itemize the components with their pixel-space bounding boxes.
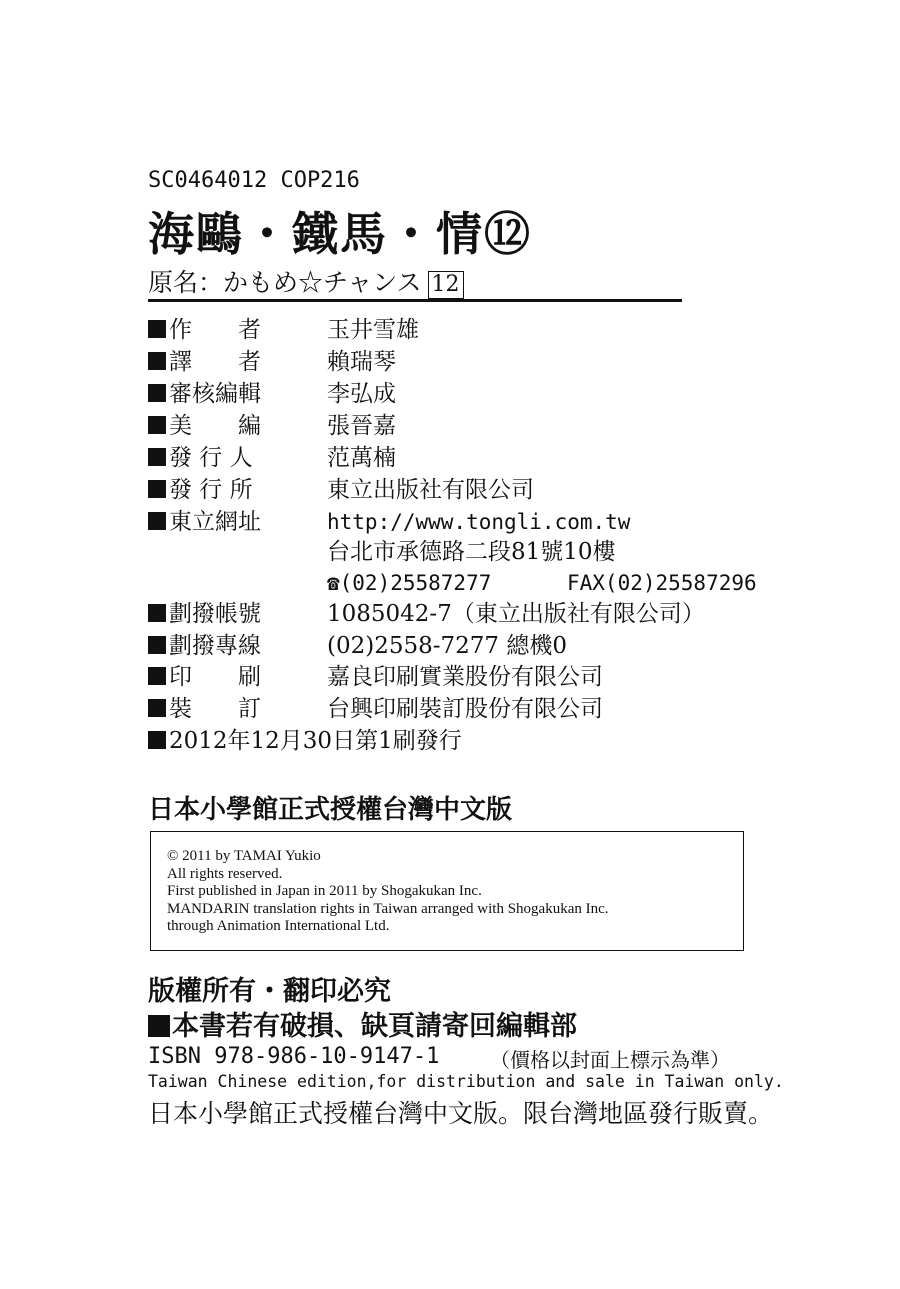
bullet-square-icon — [148, 384, 166, 402]
rights-reserved: 版權所有・翻印必究 — [148, 976, 391, 1007]
credit-row-publisher — [148, 475, 329, 505]
credit-row-author — [148, 315, 329, 345]
credit-value-translator: 賴瑞琴 — [327, 349, 396, 375]
credit-row-designer — [148, 411, 329, 441]
bullet-square-icon — [148, 1015, 170, 1037]
credit-value-transfer-account: 1085042-7（東立出版社有限公司） — [327, 601, 705, 627]
credit-value-transfer-hotline: (02)2558-7277 總機0 — [327, 633, 567, 659]
credit-row-binding — [148, 694, 329, 724]
credit-label: 印 刷 — [169, 664, 261, 690]
copyright-line: First published in Japan in 2011 by Shogakukan Inc. — [167, 883, 482, 899]
copyright-line: MANDARIN translation rights in Taiwan arranged with Shogakukan Inc. — [167, 900, 609, 917]
copyright-line: through Animation International Ltd. — [167, 918, 390, 934]
bullet-square-icon — [148, 448, 166, 466]
bullet-square-icon — [148, 731, 166, 749]
phone-number: ☎(02)25587277 — [327, 571, 492, 595]
credit-label: 發 行 所 — [169, 477, 253, 503]
bullet-square-icon — [148, 320, 166, 338]
damage-notice — [148, 1004, 577, 1043]
bullet-square-icon — [148, 636, 166, 654]
bullet-square-icon — [148, 480, 166, 498]
credit-label: 譯 者 — [169, 349, 261, 375]
edition-date: 2012年12月30日第1刷發行 — [169, 728, 462, 754]
bullet-square-icon — [148, 352, 166, 370]
fax-number: FAX(02)25587296 — [567, 571, 757, 595]
credit-label: 作 者 — [169, 317, 261, 343]
damage-notice-text: 本書若有破損、缺頁請寄回編輯部 — [172, 1011, 577, 1042]
bullet-square-icon — [148, 416, 166, 434]
original-title-label: 原名：かもめ☆チャンス — [148, 268, 422, 297]
credit-value-publisher: 東立出版社有限公司 — [327, 477, 534, 503]
credit-label: 劃撥專線 — [169, 633, 261, 659]
book-title: 海鷗・鐵馬・情⑫ — [148, 207, 532, 261]
credit-value-binding: 台興印刷裝訂股份有限公司 — [327, 696, 603, 722]
address: 台北市承德路二段81號10樓 — [327, 539, 616, 565]
credit-row-publisher-person — [148, 443, 329, 473]
credit-label: 美 編 — [169, 413, 261, 439]
website-link[interactable]: http://www.tongli.com.tw — [327, 510, 631, 534]
copyright-line: All rights reserved. — [167, 865, 283, 882]
credit-value-designer: 張晉嘉 — [327, 413, 396, 439]
credit-row-translator — [148, 347, 329, 377]
credit-label: 裝 訂 — [169, 696, 261, 722]
credit-row-website — [148, 507, 329, 537]
title-divider — [148, 299, 682, 302]
credit-value-publisher-person: 范萬楠 — [327, 445, 396, 471]
price-note: （價格以封面上標示為準） — [490, 1048, 730, 1072]
credit-row-editor — [148, 379, 329, 409]
credit-value-editor: 李弘成 — [327, 381, 396, 407]
credit-label: 發 行 人 — [169, 445, 253, 471]
original-title — [148, 263, 464, 299]
credit-row-printer — [148, 662, 329, 692]
credit-row-transfer-account — [148, 599, 329, 629]
credit-row-transfer-hotline — [148, 631, 329, 661]
copyright-line: © 2011 by TAMAI Yukio — [167, 848, 321, 864]
copyright-box — [150, 831, 744, 951]
credit-label: 東立網址 — [169, 509, 261, 535]
bullet-square-icon — [148, 512, 166, 530]
bullet-square-icon — [148, 604, 166, 622]
distribution-note-en: Taiwan Chinese edition,for distribution and sale in Taiwan only. — [148, 1072, 784, 1091]
bullet-square-icon — [148, 699, 166, 717]
credit-label: 劃撥帳號 — [169, 601, 261, 627]
isbn: ISBN 978-986-10-9147-1 — [148, 1044, 440, 1069]
license-note: 日本小學館正式授權台灣中文版。限台灣地區發行販賣。 — [148, 1099, 774, 1128]
product-code: SC0464012 COP216 — [148, 168, 360, 193]
credit-value-printer: 嘉良印刷實業股份有限公司 — [327, 664, 603, 690]
authorization-notice: 日本小學館正式授權台灣中文版 — [148, 795, 513, 825]
edition-row — [148, 726, 462, 756]
credit-value-author: 玉井雪雄 — [327, 317, 419, 343]
original-volume-badge: 12 — [428, 271, 464, 299]
credit-label: 審核編輯 — [169, 381, 261, 407]
bullet-square-icon — [148, 667, 166, 685]
